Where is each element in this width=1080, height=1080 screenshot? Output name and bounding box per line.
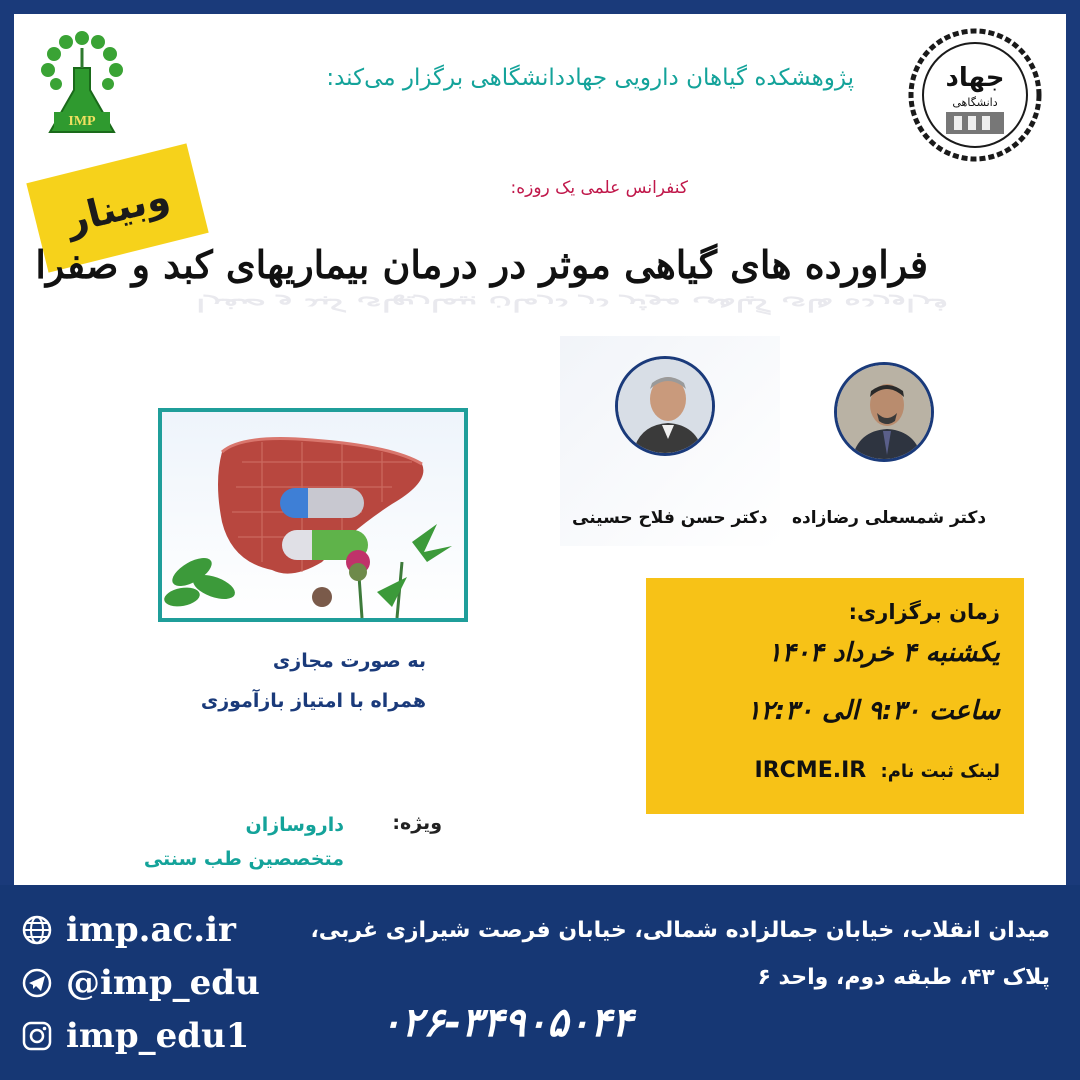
instagram-icon: [20, 1019, 54, 1053]
credit-note: همراه با امتیاز بازآموزی: [200, 690, 426, 712]
frame-top: [0, 0, 1080, 14]
online-format: به صورت مجازی: [272, 650, 426, 672]
host-organization: پژوهشکده گیاهان دارویی جهاددانشگاهی برگزار می‌کند:: [326, 65, 854, 91]
instagram-text: imp_edu1: [66, 1016, 250, 1056]
schedule-time: ساعت ۹:۳۰ الی ۱۲:۳۰: [746, 696, 1000, 726]
address-line-1: میدان انقلاب، خیابان جمالزاده شمالی، خیابان فرصت شیرازی غربی،: [310, 918, 1050, 943]
frame-left: [0, 0, 14, 885]
jahad-logo: [906, 26, 1044, 164]
address-line-2: پلاک ۴۳، طبقه دوم، واحد ۶: [757, 965, 1050, 990]
audience-item: داروسازان: [245, 814, 344, 836]
imp-logo: [36, 28, 128, 146]
instagram-contact[interactable]: [20, 1016, 249, 1056]
registration-label: لینک ثبت نام:: [880, 761, 1000, 782]
telegram-icon: [20, 966, 54, 1000]
speaker-1-name: دکتر حسن فلاح حسینی: [572, 508, 768, 528]
conference-label: کنفرانس علمی یک روزه:: [510, 178, 688, 198]
imp-logo-text: IMP: [68, 114, 96, 129]
webinar-badge-label: وبینار: [61, 173, 174, 243]
telegram-text: @imp_edu: [66, 963, 260, 1003]
title-reflection: فراورده های گیاهی موثر در درمان بیماریهای کبد و صفرا: [196, 294, 948, 316]
website-contact[interactable]: [20, 910, 236, 950]
schedule-date: یکشنبه ۴ خرداد ۱۴۰۴: [767, 638, 1000, 668]
schedule-box: [646, 578, 1024, 814]
speaker-2-name: دکتر شمسعلی رضازاده: [792, 508, 987, 528]
leaves-left: [163, 552, 238, 609]
person-icon: [837, 365, 934, 462]
phone-number[interactable]: ۰۲۶-۳۴۹۰۵۰۴۴: [380, 1000, 633, 1046]
frame-right: [1066, 0, 1080, 885]
schedule-label: زمان برگزاری:: [848, 600, 1000, 624]
registration-line: [755, 758, 1000, 783]
audience-item: متخصصین طب سنتی: [143, 848, 344, 870]
liver-illustration: [158, 408, 468, 622]
speaker-1-avatar: [615, 356, 715, 456]
telegram-contact[interactable]: [20, 963, 260, 1003]
jahad-logo-sub: دانشگاهی: [952, 96, 998, 109]
capsule-blue: [280, 488, 364, 518]
globe-icon: [20, 913, 54, 947]
jahad-logo-title: جهاد: [945, 63, 1005, 93]
registration-link[interactable]: IRCME.IR: [754, 758, 867, 783]
main-title: فراورده های گیاهی موثر در درمان بیماریهای کبد و صفرا: [35, 242, 928, 287]
website-text: imp.ac.ir: [66, 910, 236, 950]
speaker-2-avatar: [834, 362, 934, 462]
audience-label: ویژه:: [392, 812, 442, 834]
